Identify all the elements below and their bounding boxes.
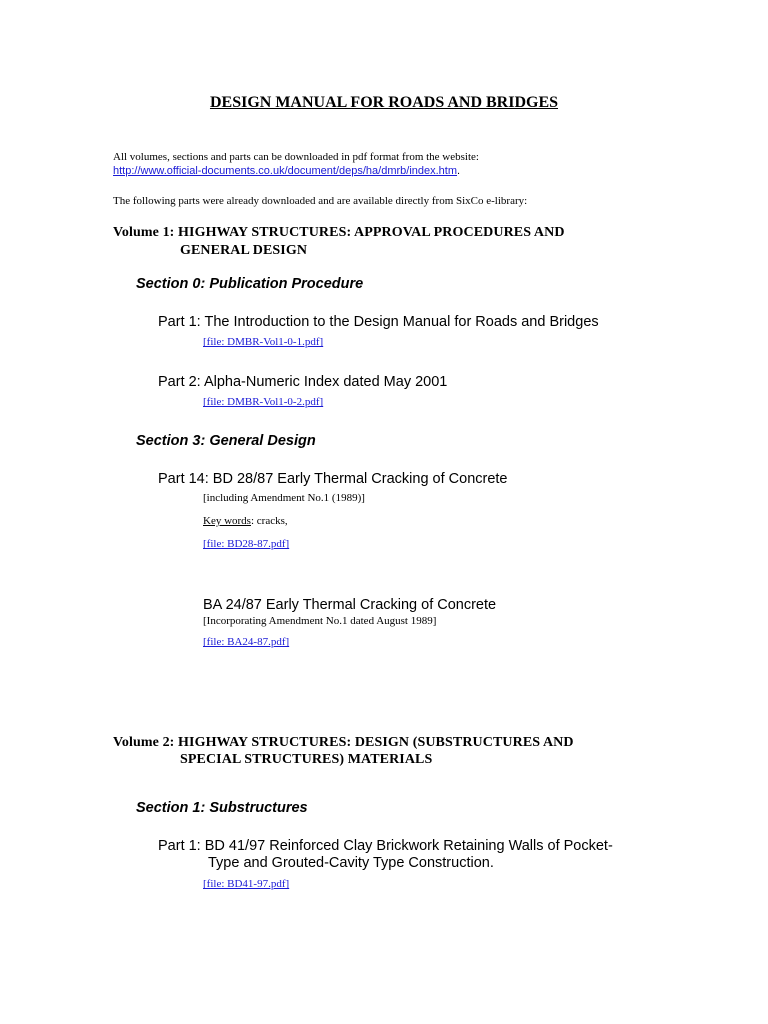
part-14-amendment-note: [including Amendment No.1 (1989)] <box>203 492 365 504</box>
part-1-title: Part 1: The Introduction to the Design Manual for Roads and Bridges <box>158 314 599 330</box>
vol2-part-1-title: Part 1: BD 41/97 Reinforced Clay Brickwork Retaining Walls of Pocket- <box>158 838 613 854</box>
file-link-bd28-87[interactable]: [file: BD28-87.pdf] <box>203 538 290 550</box>
section-3-heading: Section 3: General Design <box>136 433 316 449</box>
file-link-dmbr-vol1-0-1[interactable]: [file: DMBR-Vol1-0-1.pdf] <box>203 336 324 348</box>
intro-text: All volumes, sections and parts can be downloaded in pdf format from the website: <box>113 151 479 163</box>
file-link-ba24-87[interactable]: [file: BA24-87.pdf] <box>203 636 290 648</box>
part-2-title: Part 2: Alpha-Numeric Index dated May 2001 <box>158 374 448 390</box>
volume-2-heading-cont: SPECIAL STRUCTURES) MATERIALS <box>180 752 433 767</box>
website-line <box>113 165 460 177</box>
keywords-value: : cracks, <box>250 515 288 527</box>
file-link-dmbr-vol1-0-2[interactable]: [file: DMBR-Vol1-0-2.pdf] <box>203 396 324 408</box>
keywords-label: Key words <box>203 515 251 527</box>
ba-24-87-amendment-note: [Incorporating Amendment No.1 dated August 1989] <box>203 615 437 627</box>
library-note: The following parts were already downloaded and are available directly from SixCo e-library: <box>113 195 528 207</box>
section-1-heading: Section 1: Substructures <box>136 800 308 816</box>
vol2-part-1-title-cont: Type and Grouted-Cavity Type Construction. <box>208 855 494 871</box>
volume-2-heading: Volume 2: HIGHWAY STRUCTURES: DESIGN (SUBSTRUCTURES AND <box>113 735 574 750</box>
website-period: . <box>457 165 461 177</box>
part-14-keywords <box>203 515 288 527</box>
file-link-bd41-97[interactable]: [file: BD41-97.pdf] <box>203 878 290 890</box>
part-14-title: Part 14: BD 28/87 Early Thermal Cracking of Concrete <box>158 471 508 487</box>
ba-24-87-title: BA 24/87 Early Thermal Cracking of Concrete <box>203 597 497 613</box>
page-title: DESIGN MANUAL FOR ROADS AND BRIDGES <box>209 94 559 111</box>
website-link[interactable]: http://www.official-documents.co.uk/document/deps/ha/dmrb/index.htm <box>113 165 458 177</box>
section-0-heading: Section 0: Publication Procedure <box>136 276 364 292</box>
volume-1-heading: Volume 1: HIGHWAY STRUCTURES: APPROVAL PROCEDURES AND <box>113 225 565 240</box>
volume-1-heading-cont: GENERAL DESIGN <box>180 243 308 258</box>
